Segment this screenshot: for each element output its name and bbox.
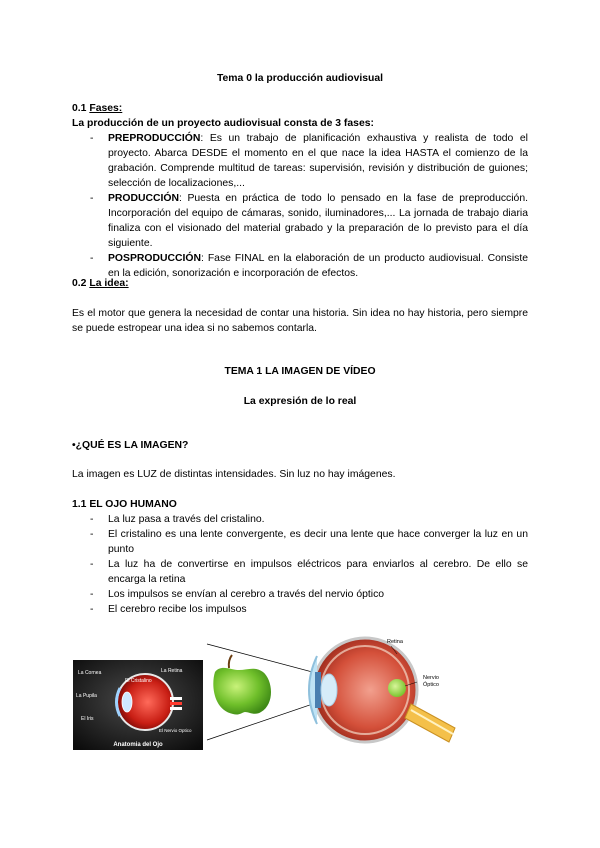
tema1-title: TEMA 1 LA IMAGEN DE VÍDEO: [224, 366, 376, 377]
list-dash: -: [90, 253, 94, 264]
list-item: [90, 191, 528, 251]
section-title: La idea:: [89, 278, 129, 289]
label-cornea: La Cornea: [78, 670, 102, 676]
list-item: [90, 251, 528, 281]
label-iris: El Iris: [81, 716, 94, 722]
list-item: [90, 587, 528, 602]
section-1-1-heading: 1.1 EL OJO HUMANO: [72, 499, 177, 510]
section-0-1-heading: [72, 101, 122, 116]
label-cristalino: El Cristalino: [125, 678, 152, 684]
point-text: La luz ha de convertirse en impulsos eléctricos para enviarlos al cerebro. De ello se encarga la retina: [108, 559, 528, 585]
optic-nerve-shape: [405, 704, 455, 742]
idea-paragraph: Es el motor que genera la necesidad de contar una historia. Sin idea no hay historia, pero siempre se puede estropear una idea si no sabemos contarla.: [72, 308, 528, 334]
apple-icon: [213, 668, 271, 715]
doc-title: Tema 0 la producción audiovisual: [216, 73, 384, 84]
phase-text: : Es un trabajo de planificación exhaustiva y realista de todo el proyecto. Abarca DESDE el momento en el que nace la idea HASTA el comienzo de la grabación. Comprende multitud de tareas: supervisión, revisión y distribución de guiones; selección de localizaciones,...: [108, 133, 528, 189]
eye-points-list: [90, 512, 528, 617]
point-text: El cristalino es una lente convergente, es decir una lente que hace converger la luz en un punto: [108, 529, 528, 555]
iris-shape: [315, 672, 321, 708]
list-dash: -: [90, 514, 94, 525]
list-item: [90, 527, 528, 557]
nerve-stripe: [170, 697, 182, 700]
eye-light-diagram: [205, 632, 470, 760]
phase-term: POSPRODUCCIÓN: [108, 253, 201, 264]
phases-intro: La producción de un proyecto audiovisual consta de 3 fases:: [72, 118, 374, 129]
section-number: 0.2: [72, 278, 90, 289]
list-dash: -: [90, 193, 94, 204]
image-definition: La imagen es LUZ de distintas intensidades. Sin luz no hay imágenes.: [72, 469, 396, 480]
phase-term: PRODUCCIÓN: [108, 193, 180, 204]
phases-list: [90, 131, 528, 281]
list-item: [90, 557, 528, 587]
label-retina: La Retina: [161, 668, 183, 674]
nerve-stripe: [170, 707, 182, 710]
phase-text: : Puesta en práctica de todo lo pensado en la fase de preproducción. Incorporación del equipo de cámaras, sonido, iluminadores,... La jornada de trabajo diaria finaliza con el visionado del material grabado y la preparación de lo previsto para el día siguiente.: [108, 193, 528, 249]
lens-shape: [321, 674, 337, 706]
nerve-stripe: [170, 702, 182, 705]
list-dash: -: [90, 133, 94, 144]
section-0-2-heading: [72, 276, 129, 291]
phase-text: : Fase FINAL en la elaboración de un producto audiovisual. Consiste en la edición, sonorización e incorporación de efectos.: [108, 253, 528, 279]
label-nervio: El Nervio Optico: [159, 728, 192, 733]
point-text: El cerebro recibe los impulsos: [108, 604, 247, 615]
phase-term: PREPRODUCCIÓN: [108, 133, 201, 144]
eye-anatomy-figure: [73, 660, 203, 750]
label-nervio: Nervio: [423, 675, 439, 681]
retina-image-apple: [388, 679, 406, 697]
figure-caption: Anatomia del Ojo: [113, 742, 163, 748]
point-text: Los impulsos se envían al cerebro a través del nervio óptico: [108, 589, 385, 600]
point-text: La luz pasa a través del cristalino.: [108, 514, 265, 525]
label-optico: Óptico: [423, 682, 439, 688]
list-item: [90, 512, 528, 527]
section-number: 0.1: [72, 103, 90, 114]
list-dash: -: [90, 589, 94, 600]
section-title: Fases:: [89, 103, 123, 114]
tema1-subtitle: La expresión de lo real: [243, 396, 357, 407]
list-dash: -: [90, 529, 94, 540]
list-item: [90, 602, 528, 617]
list-item: [90, 131, 528, 191]
lens-shape: [122, 692, 132, 712]
apple-stem: [229, 655, 232, 668]
list-dash: -: [90, 604, 94, 615]
list-dash: -: [90, 559, 94, 570]
question-heading: •¿QUÉ ES LA IMAGEN?: [72, 440, 189, 451]
label-retina: Retina: [387, 639, 403, 645]
label-pupila: La Pupila: [76, 693, 97, 699]
